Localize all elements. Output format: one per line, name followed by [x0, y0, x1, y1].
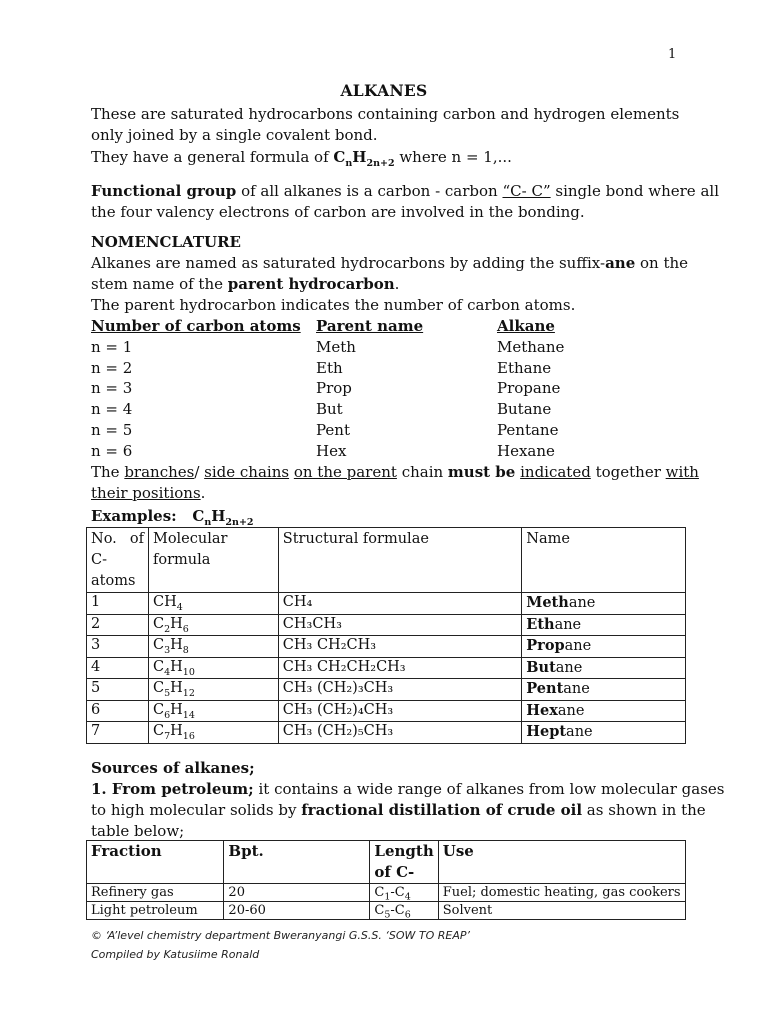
header-structural-formulae: Structural formulae	[278, 528, 521, 593]
column-header-parent-name: Parent name	[316, 317, 424, 335]
side-chains-term: side chains	[204, 463, 290, 481]
suffix: ane	[564, 638, 592, 654]
formula-suffix: where n = 1,...	[394, 148, 512, 166]
fraction-name: Refinery gas	[87, 884, 224, 902]
nomenclature-line-3: The parent hydrocarbon indicates the number of carbon atoms.	[91, 296, 576, 314]
mf-part: C	[152, 658, 165, 675]
molecular-formula	[148, 722, 278, 744]
alkane-name	[522, 614, 686, 636]
intro-line-2: only joined by a single covalent bond.	[91, 126, 378, 144]
carbon-count: 4	[87, 657, 149, 679]
formula-c: C	[333, 148, 346, 166]
branches-paragraph	[91, 462, 699, 504]
n-value: n = 1	[91, 337, 133, 356]
branch-text: together	[590, 463, 666, 481]
suffix: ane	[557, 702, 585, 719]
nom-text-d: .	[394, 275, 400, 293]
nomenclature-heading: NOMENCLATURE	[91, 233, 241, 251]
parent-name: But	[316, 400, 343, 419]
structural-formula: CH₃ (CH₂)₄CH₃	[278, 700, 521, 722]
mf-sub: 4	[176, 601, 183, 613]
intro-paragraph	[91, 104, 679, 146]
mf-part: C	[152, 615, 165, 632]
on-parent-term: on the parent	[293, 463, 397, 481]
stem: Meth	[526, 594, 569, 611]
mf-part: H	[170, 658, 183, 675]
fractions-header-row	[87, 841, 686, 884]
formula-prefix: They have a general formula of	[91, 148, 334, 166]
structural-formula: CH₃ (CH₂)₃CH₃	[278, 679, 521, 701]
formula-sub: 2n+2	[225, 517, 254, 528]
mf-sub: 2	[164, 623, 171, 635]
parent-name: Meth	[316, 337, 356, 356]
mf-part: H	[170, 637, 183, 653]
functional-line-2: the four valency electrons of carbon are involved in the bonding.	[91, 203, 585, 221]
suffix: ane	[554, 616, 582, 633]
nom-text-a: Alkanes are named as saturated hydrocarbons by adding the suffix-	[91, 254, 606, 272]
mf-part: H	[170, 615, 183, 632]
mf-part: C	[152, 680, 165, 696]
mf-sub: 5	[164, 687, 171, 699]
length-min: 1	[384, 891, 391, 903]
cc-bond: “C- C”	[502, 182, 551, 200]
branch-text: The	[91, 463, 125, 481]
mf-sub: 6	[164, 709, 171, 721]
page-number: 1	[668, 47, 677, 62]
mf-part: CH	[152, 594, 177, 610]
suffix: ane	[568, 595, 596, 611]
structural-formula: CH₃ (CH₂)₅CH₃	[278, 722, 521, 744]
molecular-formula	[148, 679, 278, 701]
stem: Prop	[526, 637, 565, 654]
length-max: 6	[404, 909, 411, 921]
examples-formula	[192, 507, 254, 528]
fraction-use: Solvent	[438, 902, 685, 920]
nomenclature-line-1	[91, 253, 689, 274]
stem: Hex	[526, 701, 558, 719]
suffix-ane: ane	[605, 254, 636, 272]
branch-text: /	[194, 463, 205, 481]
positions-term: their positions	[91, 484, 201, 502]
sources-heading: Sources of alkanes;	[91, 759, 255, 777]
header-bpt: Bpt.	[224, 841, 370, 884]
branches-line-2	[91, 483, 679, 504]
header-molecular-formula	[148, 528, 278, 593]
mf-sub: 8	[182, 644, 189, 656]
carbon-count: 7	[87, 722, 149, 744]
parent-name: Hex	[316, 441, 347, 460]
suffix: ane	[566, 724, 593, 740]
fraction-use: Fuel; domestic heating, gas cookers	[438, 884, 685, 902]
parent-name: Pent	[316, 420, 350, 439]
functional-line-1	[91, 181, 719, 202]
fraction-name: Light petroleum	[87, 902, 224, 920]
structural-formula: CH₄	[278, 593, 521, 615]
molecular-formula	[148, 700, 278, 722]
footer-compiled-by: Compiled by Katusiime Ronald	[91, 948, 260, 961]
general-formula-line	[91, 147, 679, 168]
parent-name: Prop	[316, 379, 352, 398]
indicated-term: indicated	[520, 463, 591, 481]
alkane-name	[522, 722, 686, 744]
molecular-formula	[148, 636, 278, 658]
footer-copyright: © ‘A’level chemistry department Bweranyangi G.S.S. ‘SOW TO REAP’	[91, 929, 471, 942]
mf-part: H	[170, 723, 183, 739]
header-text: C-	[91, 552, 107, 568]
alkane-name: Butane	[497, 400, 552, 419]
examples-heading	[91, 506, 679, 527]
chain-length: $C_1-C_4$	[370, 884, 438, 902]
header-text: formula	[152, 552, 211, 568]
sources-text: to high molecular solids by	[91, 801, 302, 819]
mf-part: C	[152, 723, 165, 739]
molecular-formula	[148, 657, 278, 679]
column-header-alkane: Alkane	[497, 317, 555, 335]
header-text: Length	[374, 842, 434, 860]
stem: Eth	[526, 615, 555, 633]
mf-sub: 7	[164, 730, 171, 742]
parent-hydrocarbon-term: parent hydrocarbon	[227, 275, 395, 293]
branch-text: .	[200, 484, 206, 502]
mf-sub: 12	[182, 687, 195, 699]
mf-sub: 3	[164, 644, 171, 656]
sources-line-3: table below;	[91, 822, 185, 840]
header-text: atoms	[91, 573, 136, 589]
nomenclature-paragraph	[91, 253, 689, 316]
general-formula	[333, 148, 395, 169]
carbon-count: 2	[87, 614, 149, 636]
formula-h: H	[352, 148, 367, 166]
mf-sub: 4	[164, 666, 171, 678]
header-fraction: Fraction	[87, 841, 224, 884]
n-value: n = 2	[91, 358, 133, 377]
alkane-name: Pentane	[497, 420, 559, 439]
stem: But	[526, 658, 556, 676]
formula-sub: 2n+2	[366, 158, 395, 169]
parent-name: Eth	[316, 358, 343, 377]
fractions-table	[86, 840, 686, 920]
header-use: Use	[438, 841, 685, 884]
table-row	[87, 722, 686, 744]
mf-sub: 10	[182, 666, 195, 678]
alkane-name	[522, 593, 686, 615]
alkane-name	[522, 700, 686, 722]
fractional-distillation-term: fractional distillation of crude oil	[301, 801, 583, 819]
length-max: 4	[404, 891, 411, 903]
mf-part: C	[152, 637, 165, 653]
n-value: n = 5	[91, 420, 133, 439]
structural-formula: CH₃CH₃	[278, 614, 521, 636]
n-value: n = 6	[91, 441, 133, 460]
branches-term: branches	[124, 463, 195, 481]
alkane-name: Propane	[497, 379, 561, 398]
nom-text-c: stem name of the	[91, 275, 228, 293]
mf-sub: 6	[182, 623, 189, 635]
functional-group-paragraph	[91, 181, 719, 223]
header-text: Molecular	[152, 531, 228, 547]
alkane-name: Ethane	[497, 358, 552, 377]
chain-length: $C_5-C_6$	[370, 902, 438, 920]
table-row	[87, 614, 686, 636]
table-row	[87, 884, 686, 902]
header-name: Name	[522, 528, 686, 593]
formula-h: H	[211, 507, 226, 525]
branch-text: chain	[396, 463, 448, 481]
from-petroleum-term: 1. From petroleum;	[91, 780, 254, 798]
alkane-name	[522, 636, 686, 658]
functional-text-1: of all alkanes is a carbon - carbon	[236, 182, 503, 200]
table-row	[87, 593, 686, 615]
molecular-formula	[148, 614, 278, 636]
mf-part: C	[152, 701, 165, 718]
header-text: No. of	[91, 531, 144, 547]
length-min: 5	[384, 909, 391, 921]
formula-n: n	[204, 517, 212, 528]
sources-paragraph	[91, 779, 725, 842]
examples-label: Examples:	[91, 507, 177, 525]
table-row	[87, 636, 686, 658]
mf-part: H	[170, 701, 183, 718]
nom-text-b: on the	[635, 254, 689, 272]
examples-table	[86, 527, 686, 744]
boiling-point: 20-60	[224, 902, 370, 920]
mf-part: H	[170, 680, 183, 696]
carbon-count: 1	[87, 593, 149, 615]
with-term: with	[665, 463, 699, 481]
alkane-name: Hexane	[497, 441, 555, 460]
header-text: of C-	[374, 863, 415, 881]
boiling-point: 20	[224, 884, 370, 902]
alkane-name: Methane	[497, 337, 565, 356]
formula-n: n	[345, 158, 353, 169]
n-value: n = 3	[91, 379, 133, 398]
structural-formula: CH₃ CH₂CH₂CH₃	[278, 657, 521, 679]
sources-text: as shown in the	[582, 801, 706, 819]
table-row	[87, 679, 686, 701]
formula-c: C	[192, 507, 205, 525]
sources-line-1	[91, 779, 725, 800]
suffix: ane	[555, 659, 583, 676]
intro-line-1: These are saturated hydrocarbons containing carbon and hydrogen elements	[91, 105, 680, 123]
carbon-count: 5	[87, 679, 149, 701]
header-length	[370, 841, 438, 884]
stem: Hept	[526, 723, 567, 740]
header-carbon-count	[87, 528, 149, 593]
carbon-count: 3	[87, 636, 149, 658]
n-value: n = 4	[91, 400, 133, 419]
mf-sub: 16	[182, 730, 195, 742]
molecular-formula	[148, 593, 278, 615]
sources-text: it contains a wide range of alkanes from low molecular gases	[253, 780, 725, 798]
column-header-carbon-atoms: Number of carbon atoms	[91, 317, 301, 335]
sources-line-2	[91, 800, 706, 821]
table-row	[87, 657, 686, 679]
nomenclature-line-2	[91, 274, 679, 295]
branches-line-1	[91, 462, 699, 483]
functional-text-2: single bond where all	[550, 182, 719, 200]
mf-sub: 14	[182, 709, 195, 721]
stem: Pent	[526, 680, 564, 697]
must-be-term: must be	[447, 463, 516, 481]
page-title: ALKANES	[340, 81, 428, 100]
functional-group-term: Functional group	[91, 182, 237, 200]
alkane-name	[522, 657, 686, 679]
structural-formula: CH₃ CH₂CH₃	[278, 636, 521, 658]
examples-header-row	[87, 528, 686, 593]
alkane-name	[522, 679, 686, 701]
table-row	[87, 700, 686, 722]
suffix: ane	[563, 681, 590, 697]
table-row	[87, 902, 686, 920]
carbon-count: 6	[87, 700, 149, 722]
